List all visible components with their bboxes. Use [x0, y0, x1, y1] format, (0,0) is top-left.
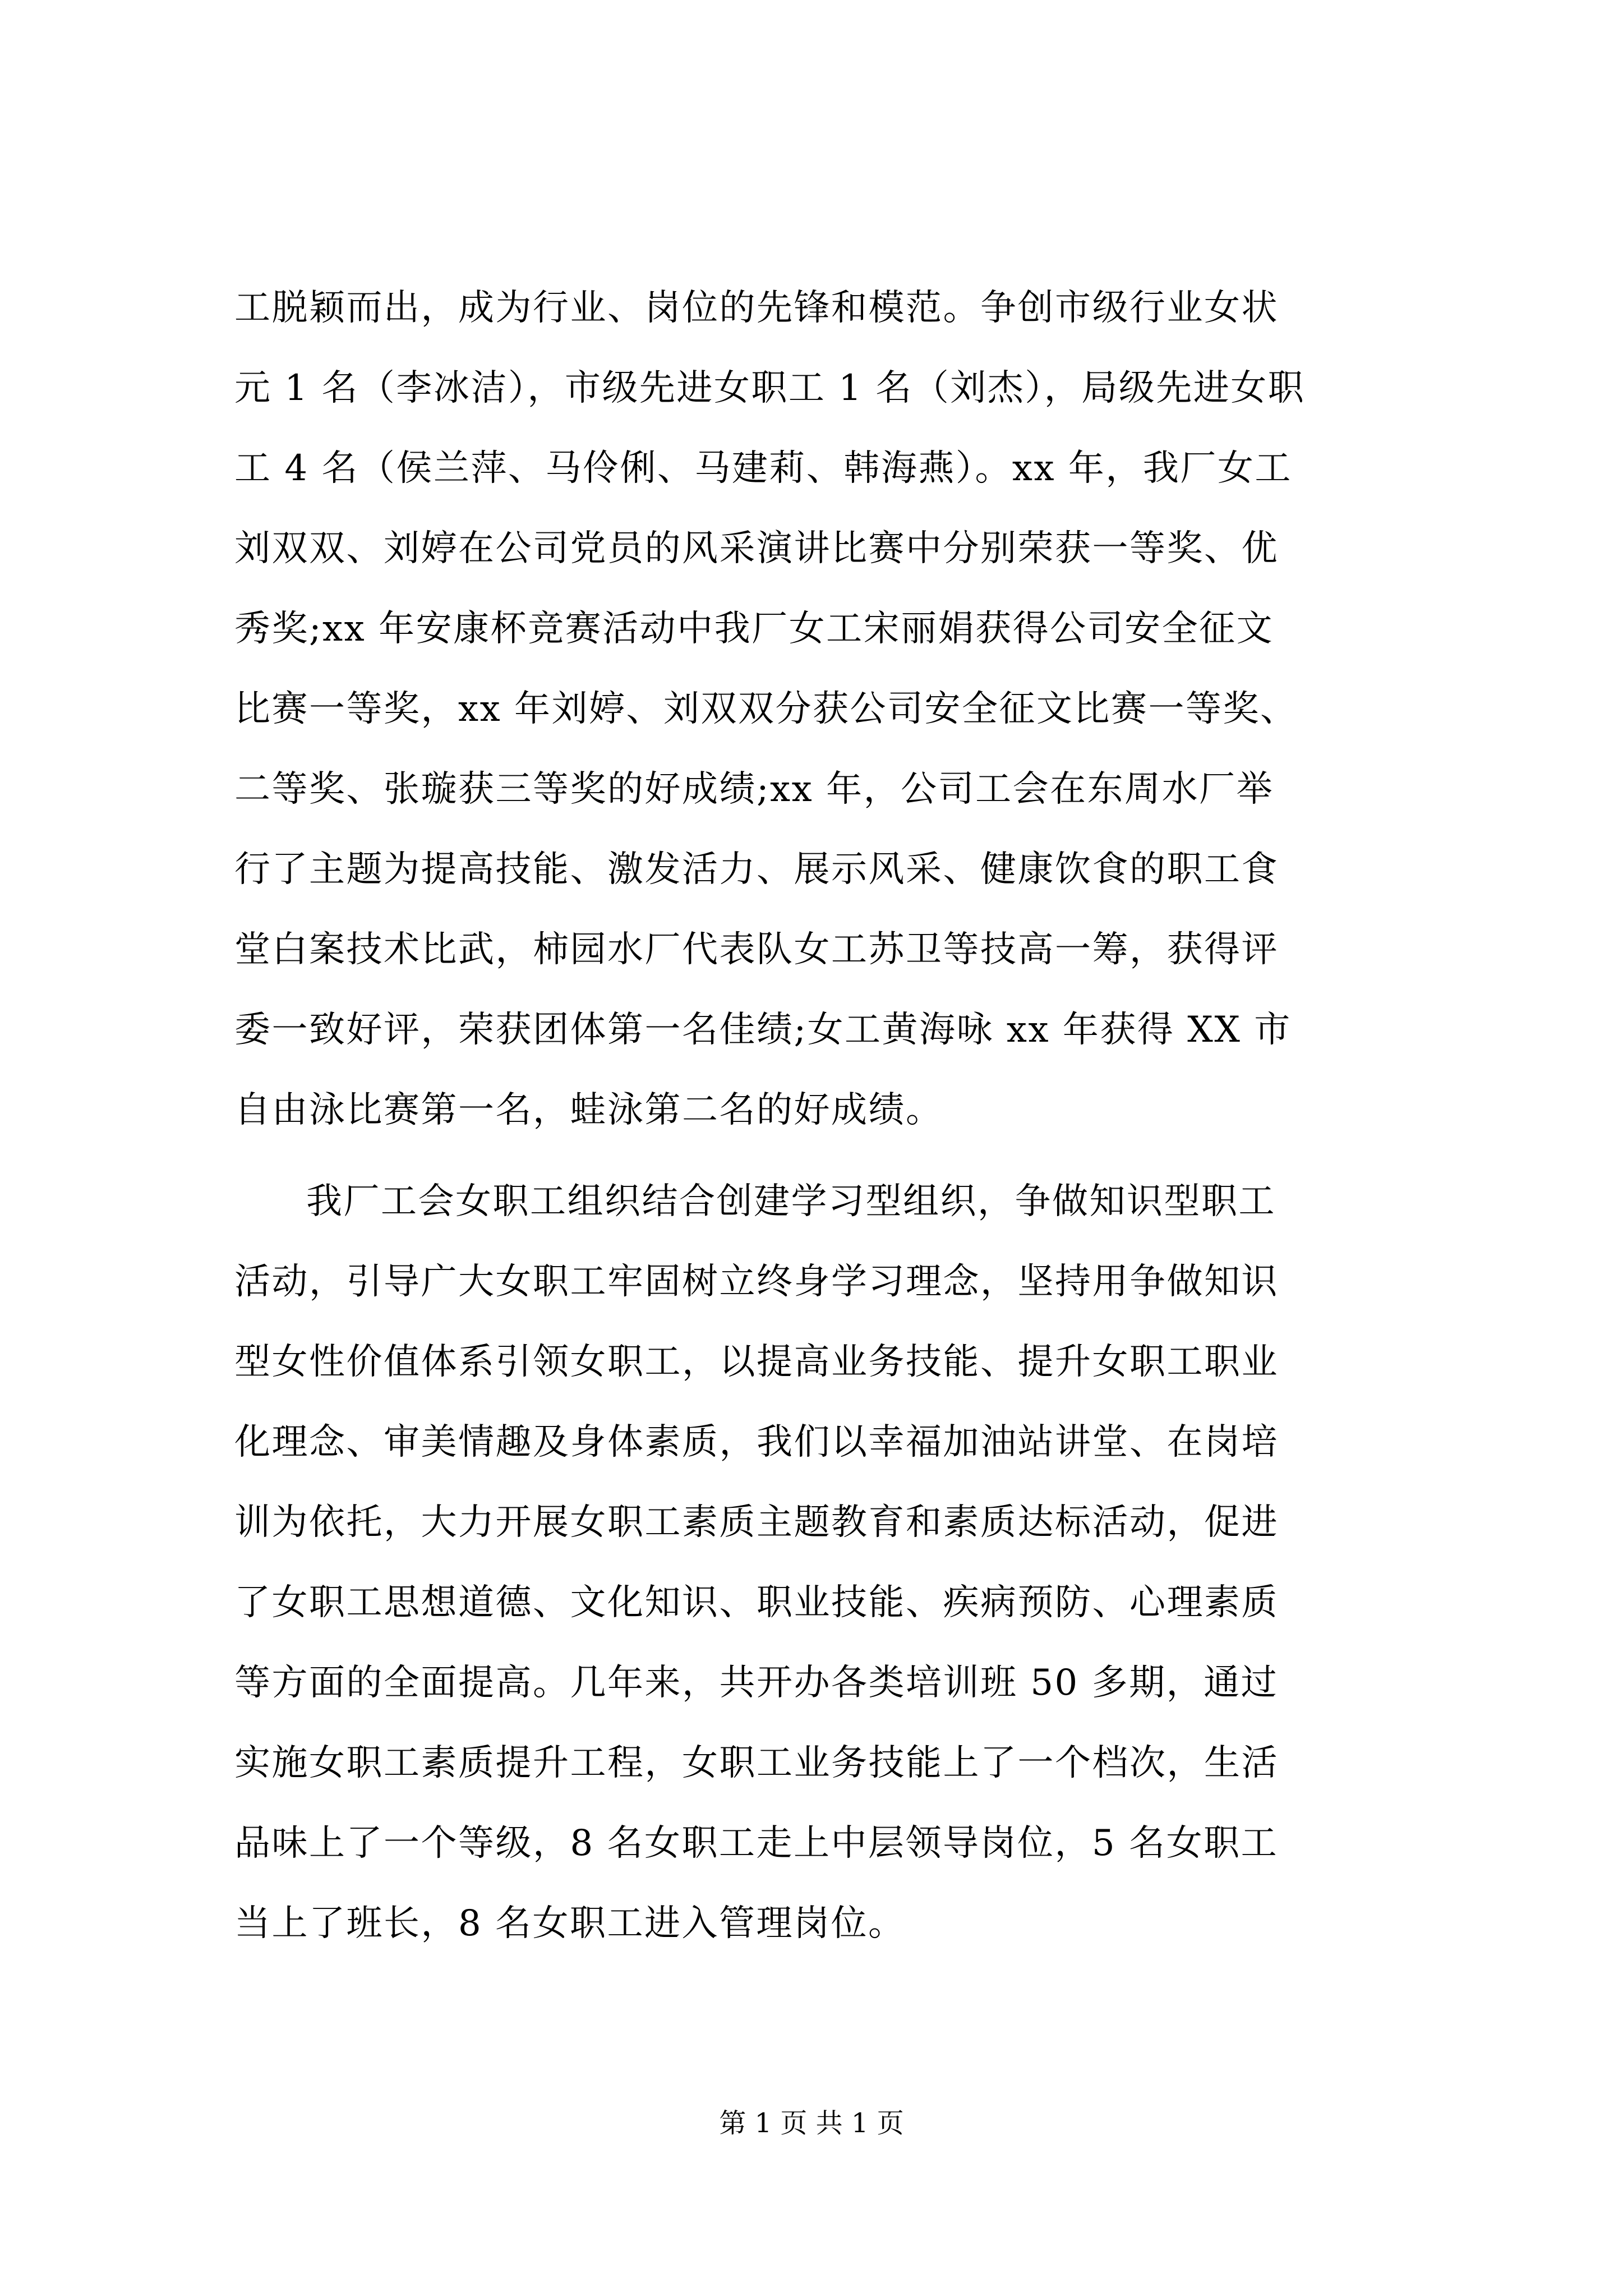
paragraph-line: 当上了班长，8 名女职工进入管理岗位。: [234, 1903, 906, 1944]
paragraph-line: 行了主题为提高技能、激发活力、展示风采、健康饮食的职工食: [234, 849, 1279, 890]
paragraph-line: 比赛一等奖，xx 年刘婷、刘双双分获公司安全征文比赛一等奖、: [234, 688, 1298, 730]
paragraph-awards: [234, 268, 1390, 1151]
paragraph-line: 活动，引导广大女职工牢固树立终身学习理念，坚持用争做知识: [234, 1261, 1279, 1303]
paragraph-line: 训为依托，大力开展女职工素质主题教育和素质达标活动，促进: [234, 1502, 1279, 1543]
paragraph-learning: [234, 1162, 1390, 1964]
paragraph-line: 了女职工思想道德、文化知识、职业技能、疾病预防、心理素质: [234, 1582, 1279, 1623]
paragraph-line: 等方面的全面提高。几年来，共开办各类培训班 50 多期，通过: [234, 1662, 1279, 1704]
paragraph-line: 二等奖、张璇获三等奖的好成绩;xx 年，公司工会在东周水厂举: [234, 769, 1274, 810]
paragraph-line: 委一致好评，荣获团体第一名佳绩;女工黄海咏 xx 年获得 XX 市: [234, 1009, 1292, 1051]
paragraph-line: 我厂工会女职工组织结合创建学习型组织，争做知识型职工: [306, 1181, 1276, 1222]
paragraph-line: 实施女职工素质提升工程，女职工业务技能上了一个档次，生活: [234, 1742, 1279, 1784]
paragraph-line: 堂白案技术比武，柿园水厂代表队女工苏卫等技高一筹，获得评: [234, 929, 1279, 970]
paragraph-line: 化理念、审美情趣及身体素质，我们以幸福加油站讲堂、在岗培: [234, 1421, 1279, 1463]
paragraph-line: 型女性价值体系引领女职工，以提高业务技能、提升女职工职业: [234, 1341, 1279, 1383]
page-footer: [0, 2106, 1623, 2140]
paragraph-line: 自由泳比赛第一名，蛙泳第二名的好成绩。: [234, 1089, 943, 1131]
paragraph-line: 元 1 名（李冰洁），市级先进女职工 1 名（刘杰），局级先进女职: [234, 367, 1306, 409]
paragraph-gap: [234, 1151, 1390, 1162]
page-number: 第 1 页 共 1 页: [719, 2108, 904, 2139]
paragraph-line: 工脱颖而出，成为行业、岗位的先锋和模范。争创市级行业女状: [234, 287, 1279, 329]
body-text: [234, 268, 1390, 1964]
paragraph-line: 秀奖;xx 年安康杯竞赛活动中我厂女工宋丽娟获得公司安全征文: [234, 608, 1274, 650]
paragraph-line: 品味上了一个等级，8 名女职工走上中层领导岗位，5 名女职工: [234, 1823, 1279, 1864]
paragraph-line: 工 4 名（侯兰萍、马伶俐、马建莉、韩海燕）。xx 年，我厂女工: [234, 448, 1292, 489]
paragraph-line: 刘双双、刘婷在公司党员的风采演讲比赛中分别荣获一等奖、优: [234, 528, 1279, 569]
